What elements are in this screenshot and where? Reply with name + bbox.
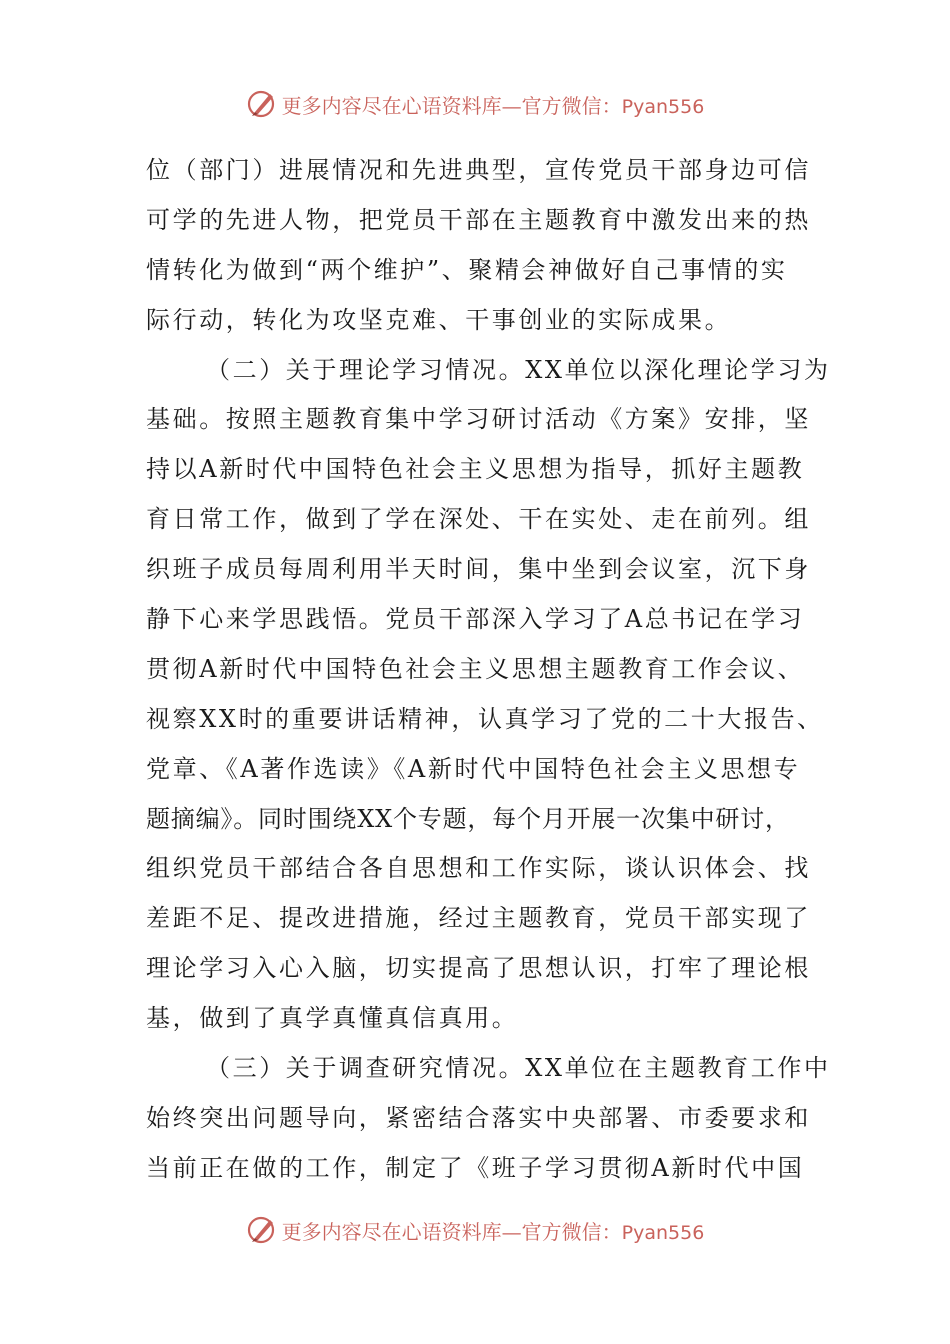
banner-text: 更多内容尽在心语资料库—官方微信：Pyan556 — [281, 1219, 705, 1244]
body-line: 组织党员干部结合各自思想和工作实际，谈认识体会、找 — [146, 854, 811, 883]
body-line: 育日常工作，做到了学在深处、干在实处、走在前列。组 — [146, 505, 811, 534]
banner-text: 更多内容尽在心语资料库—官方微信：Pyan556 — [281, 93, 705, 118]
body-line: 位（部门）进展情况和先进典型，宣传党员干部身边可信 — [146, 156, 811, 184]
body-line: 党章、《A著作选读》《A新时代中国特色社会主义思想专 — [146, 754, 801, 783]
document-body — [146, 146, 831, 1194]
body-line: 题摘编》。同时围绕XX个专题，每个月开展一次集中研讨， — [146, 804, 790, 833]
body-line: 理论学习入心入脑，切实提高了思想认识，打牢了理论根 — [146, 954, 811, 983]
pen-in-circle-icon — [246, 1214, 278, 1246]
body-line: 贯彻A新时代中国特色社会主义思想主题教育工作会议、 — [146, 654, 805, 683]
body-line: 静下心来学思践悟。党员干部深入学习了A总书记在学习 — [146, 605, 805, 634]
header-watermark-banner — [0, 84, 950, 124]
body-line: 视察XX时的重要讲话精神，认真学习了党的二十大报告、 — [146, 704, 824, 733]
body-line: 差距不足、提改进措施，经过主题教育，党员干部实现了 — [146, 904, 811, 933]
body-line: 基础。按照主题教育集中学习研讨活动《方案》安排，坚 — [146, 405, 811, 434]
body-line: 持以A新时代中国特色社会主义思想为指导，抓好主题教 — [146, 455, 805, 484]
pen-in-circle-icon — [246, 88, 278, 120]
body-line: 可学的先进人物，把党员干部在主题教育中激发出来的热 — [146, 205, 811, 234]
body-line: 情转化为做到“两个维护”、聚精会神做好自己事情的实 — [146, 255, 788, 284]
section-heading-line: （三）关于调查研究情况。XX单位在主题教育工作中 — [206, 1054, 831, 1083]
body-line: 织班子成员每周利用半天时间，集中坐到会议室，沉下身 — [146, 555, 811, 584]
section-heading-line: （二）关于理论学习情况。XX单位以深化理论学习为 — [206, 355, 831, 384]
body-line: 基，做到了真学真懂真信真用。 — [146, 1004, 519, 1033]
body-line: 始终突出问题导向，紧密结合落实中央部署、市委要求和 — [146, 1103, 811, 1132]
body-line: 际行动，转化为攻坚克难、干事创业的实际成果。 — [146, 305, 732, 334]
footer-watermark-banner — [0, 1210, 950, 1250]
body-line: 当前正在做的工作，制定了《班子学习贯彻A新时代中国 — [146, 1153, 805, 1182]
